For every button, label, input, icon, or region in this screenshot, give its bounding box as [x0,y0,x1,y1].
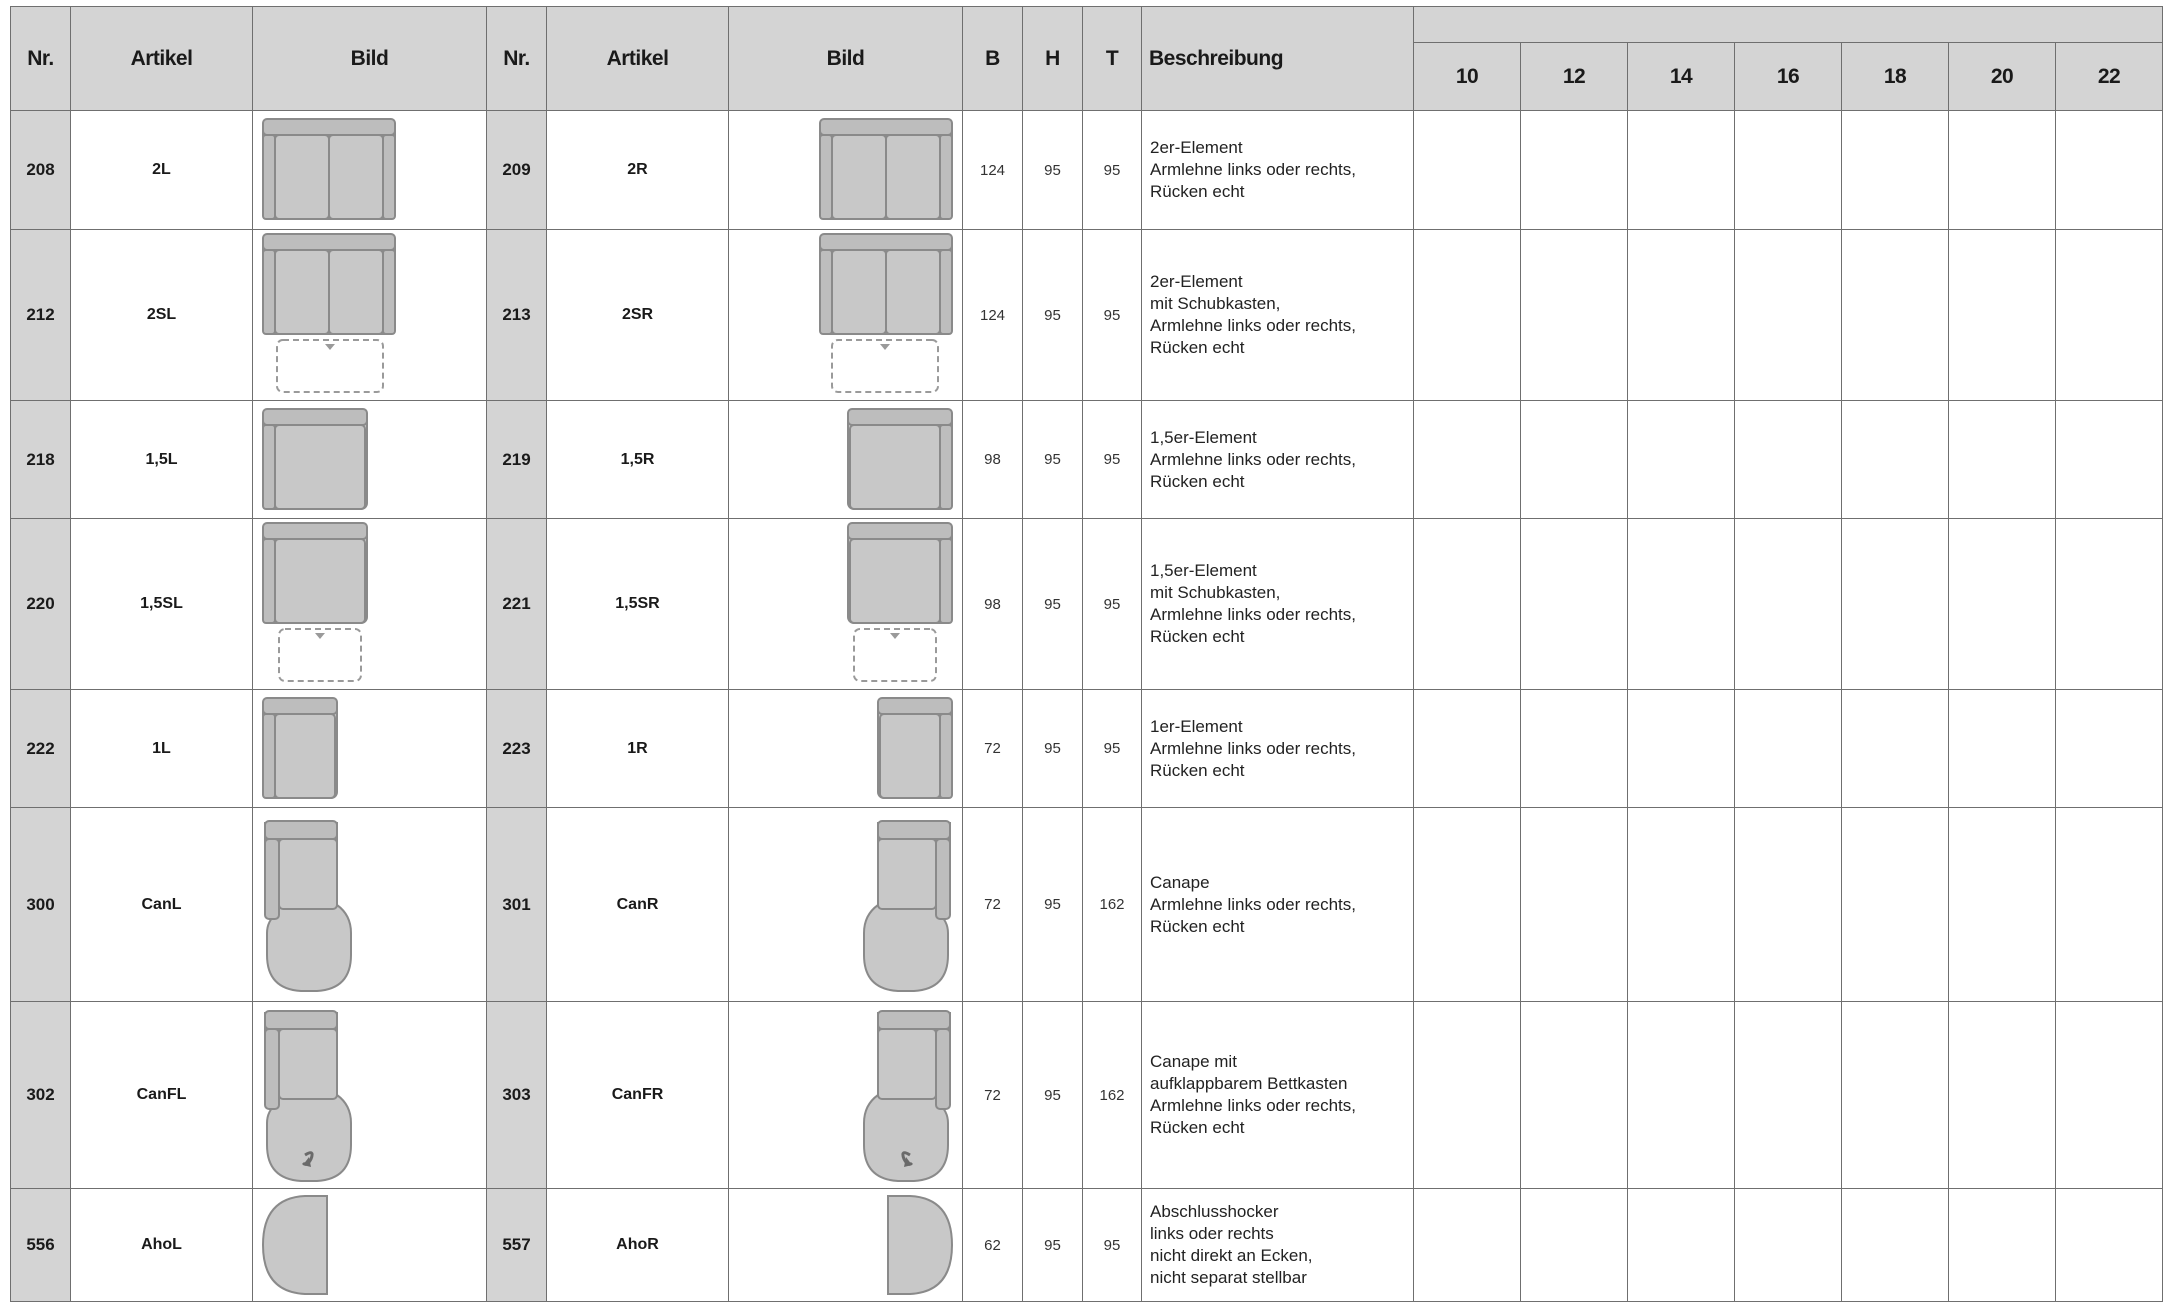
sofa-element-icon [259,519,371,689]
price-cell-12 [1521,111,1628,230]
article-number-right: 301 [487,808,547,1002]
description-line: mit Schubkasten, [1150,294,1281,313]
dimension-t: 95 [1083,111,1142,230]
dimension-h: 95 [1023,519,1083,690]
sofa-element-icon [259,115,399,225]
sofa-element-icon [844,519,956,689]
table-row [11,690,2163,808]
price-cell-18 [1842,401,1949,519]
article-number-right: 213 [487,230,547,401]
header-bild-left: Bild [253,7,487,111]
article-picture-right [729,519,963,690]
description-line: Rücken echt [1150,760,1245,780]
sofa-element-icon [844,405,956,515]
price-cell-18 [1842,111,1949,230]
description-cell [1142,401,1414,519]
article-number-right: 219 [487,401,547,519]
sofa-element-icon [860,815,956,995]
article-picture-left [253,519,487,690]
price-cell-12 [1521,230,1628,401]
price-cell-16 [1735,1002,1842,1189]
table-row [11,1002,2163,1189]
price-cell-14 [1628,111,1735,230]
price-cell-12 [1521,1002,1628,1189]
header-t: T [1083,7,1142,111]
description-line: Armlehne links oder rechts, [1150,1096,1356,1115]
description-line: Rücken echt [1150,627,1245,646]
dimension-b: 98 [963,401,1023,519]
article-number-right: 209 [487,111,547,230]
price-cell-16 [1735,519,1842,690]
header-bild-right: Bild [729,7,963,111]
header-b: B [963,7,1023,111]
price-cell-12 [1521,401,1628,519]
description-line: 1,5er-Element [1150,427,1257,447]
article-code-right: 1R [547,690,729,808]
article-table [10,6,2163,1302]
sofa-element-icon [259,1005,355,1185]
dimension-h: 95 [1023,690,1083,808]
price-cell-10 [1414,1189,1521,1302]
article-picture-right [729,690,963,808]
article-code-right: 2SR [547,230,729,401]
sofa-element-icon [259,815,355,995]
article-number-left: 300 [11,808,71,1002]
article-code-left: CanL [71,808,253,1002]
article-code-left: 1,5SL [71,519,253,690]
article-number-left: 302 [11,1002,71,1189]
dimension-h: 95 [1023,111,1083,230]
header-size-12: 12 [1521,43,1628,111]
price-cell-10 [1414,1002,1521,1189]
price-cell-16 [1735,1189,1842,1302]
price-cell-12 [1521,808,1628,1002]
article-number-right: 221 [487,519,547,690]
description-line: mit Schubkasten, [1150,583,1281,602]
price-cell-10 [1414,808,1521,1002]
article-number-left: 212 [11,230,71,401]
article-picture-right [729,1189,963,1302]
price-cell-20 [1949,111,2056,230]
article-picture-left [253,1002,487,1189]
dimension-t: 95 [1083,1189,1142,1302]
dimension-b: 98 [963,519,1023,690]
price-cell-20 [1949,519,2056,690]
description-line: Armlehne links oder rechts, [1150,316,1356,335]
price-cell-12 [1521,690,1628,808]
description-line: Armlehne links oder rechts, [1150,738,1356,758]
dimension-t: 95 [1083,690,1142,808]
article-picture-left [253,401,487,519]
price-cell-18 [1842,1002,1949,1189]
description-cell [1142,111,1414,230]
dimension-t: 162 [1083,1002,1142,1189]
article-code-left: 2SL [71,230,253,401]
header-nr-right: Nr. [487,7,547,111]
description-cell [1142,808,1414,1002]
description-line: Rücken echt [1150,916,1245,936]
header-artikel-right: Artikel [547,7,729,111]
header-nr-left: Nr. [11,7,71,111]
description-cell [1142,1189,1414,1302]
sofa-element-icon [259,230,399,400]
description-line: Armlehne links oder rechts, [1150,449,1356,469]
table-row [11,111,2163,230]
description-line: nicht separat stellbar [1150,1268,1307,1287]
article-number-left: 556 [11,1189,71,1302]
description-cell [1142,690,1414,808]
dimension-h: 95 [1023,1189,1083,1302]
price-cell-12 [1521,1189,1628,1302]
price-cell-22 [2056,111,2163,230]
price-cell-10 [1414,230,1521,401]
article-code-right: CanR [547,808,729,1002]
price-cell-18 [1842,230,1949,401]
article-picture-right [729,401,963,519]
dimension-b: 72 [963,690,1023,808]
price-cell-14 [1628,1002,1735,1189]
price-cell-14 [1628,1189,1735,1302]
price-cell-18 [1842,519,1949,690]
description-line: Canape mit [1150,1052,1237,1071]
price-cell-16 [1735,401,1842,519]
article-picture-left [253,111,487,230]
dimension-b: 124 [963,230,1023,401]
description-line: 2er-Element [1150,138,1243,157]
article-code-right: 1,5SR [547,519,729,690]
article-picture-left [253,808,487,1002]
article-picture-right [729,1002,963,1189]
description-line: Rücken echt [1150,338,1245,357]
description-line: Abschlusshocker [1150,1202,1279,1221]
article-code-right: CanFR [547,1002,729,1189]
price-cell-14 [1628,230,1735,401]
price-cell-20 [1949,808,2056,1002]
dimension-b: 124 [963,111,1023,230]
header-size-20: 20 [1949,43,2056,111]
header-size-14: 14 [1628,43,1735,111]
price-cell-10 [1414,690,1521,808]
description-line: Armlehne links oder rechts, [1150,160,1356,179]
description-line: Rücken echt [1150,1118,1245,1137]
description-line: nicht direkt an Ecken, [1150,1246,1313,1265]
article-picture-right [729,230,963,401]
dimension-t: 95 [1083,230,1142,401]
description-line: Canape [1150,872,1210,892]
price-cell-18 [1842,808,1949,1002]
header-price-group [1414,7,2163,43]
table-row [11,519,2163,690]
description-line: links oder rechts [1150,1224,1274,1243]
price-cell-20 [1949,1002,2056,1189]
table-row [11,401,2163,519]
header-h: H [1023,7,1083,111]
article-number-left: 218 [11,401,71,519]
dimension-h: 95 [1023,230,1083,401]
header-size-10: 10 [1414,43,1521,111]
article-number-right: 223 [487,690,547,808]
article-code-left: CanFL [71,1002,253,1189]
article-code-left: AhoL [71,1189,253,1302]
sofa-element-icon [860,1005,956,1185]
description-cell [1142,519,1414,690]
price-cell-20 [1949,401,2056,519]
price-cell-10 [1414,519,1521,690]
price-cell-18 [1842,1189,1949,1302]
price-cell-20 [1949,690,2056,808]
article-code-right: AhoR [547,1189,729,1302]
description-line: 2er-Element [1150,272,1243,291]
dimension-h: 95 [1023,808,1083,1002]
article-number-right: 557 [487,1189,547,1302]
header-size-16: 16 [1735,43,1842,111]
table-row [11,808,2163,1002]
article-number-right: 303 [487,1002,547,1189]
article-picture-right [729,808,963,1002]
price-cell-22 [2056,808,2163,1002]
description-cell [1142,230,1414,401]
sofa-element-icon [259,1192,331,1298]
article-number-left: 222 [11,690,71,808]
description-line: Rücken echt [1150,182,1245,201]
dimension-b: 72 [963,808,1023,1002]
description-line: 1er-Element [1150,716,1243,736]
description-line: aufklappbarem Bettkasten [1150,1074,1348,1093]
sofa-element-icon [259,405,371,515]
price-cell-20 [1949,1189,2056,1302]
price-cell-22 [2056,1189,2163,1302]
price-cell-18 [1842,690,1949,808]
description-line: Armlehne links oder rechts, [1150,605,1356,624]
price-cell-20 [1949,230,2056,401]
dimension-t: 95 [1083,519,1142,690]
article-code-right: 2R [547,111,729,230]
header-size-22: 22 [2056,43,2163,111]
header-beschreibung: Beschreibung [1142,7,1414,111]
price-cell-14 [1628,519,1735,690]
dimension-b: 62 [963,1189,1023,1302]
article-picture-left [253,230,487,401]
description-cell [1142,1002,1414,1189]
price-cell-22 [2056,1002,2163,1189]
price-cell-14 [1628,690,1735,808]
article-code-right: 1,5R [547,401,729,519]
dimension-t: 162 [1083,808,1142,1002]
dimension-h: 95 [1023,1002,1083,1189]
article-picture-left [253,690,487,808]
sofa-element-icon [884,1192,956,1298]
price-cell-16 [1735,690,1842,808]
price-cell-10 [1414,111,1521,230]
article-code-left: 2L [71,111,253,230]
sofa-element-icon [259,694,341,804]
header-artikel-left: Artikel [71,7,253,111]
sofa-element-icon [816,115,956,225]
dimension-b: 72 [963,1002,1023,1189]
price-cell-22 [2056,401,2163,519]
dimension-h: 95 [1023,401,1083,519]
price-cell-22 [2056,690,2163,808]
header-size-18: 18 [1842,43,1949,111]
price-cell-12 [1521,519,1628,690]
price-cell-22 [2056,230,2163,401]
sofa-element-icon [816,230,956,400]
article-picture-left [253,1189,487,1302]
price-cell-14 [1628,401,1735,519]
sofa-element-icon [874,694,956,804]
table-row [11,1189,2163,1302]
article-number-left: 208 [11,111,71,230]
price-cell-16 [1735,808,1842,1002]
article-code-left: 1L [71,690,253,808]
article-picture-right [729,111,963,230]
article-number-left: 220 [11,519,71,690]
price-cell-14 [1628,808,1735,1002]
price-cell-16 [1735,111,1842,230]
dimension-t: 95 [1083,401,1142,519]
price-cell-16 [1735,230,1842,401]
article-code-left: 1,5L [71,401,253,519]
description-line: Rücken echt [1150,471,1245,491]
description-line: 1,5er-Element [1150,561,1257,580]
price-cell-22 [2056,519,2163,690]
table-row [11,230,2163,401]
description-line: Armlehne links oder rechts, [1150,894,1356,914]
price-cell-10 [1414,401,1521,519]
